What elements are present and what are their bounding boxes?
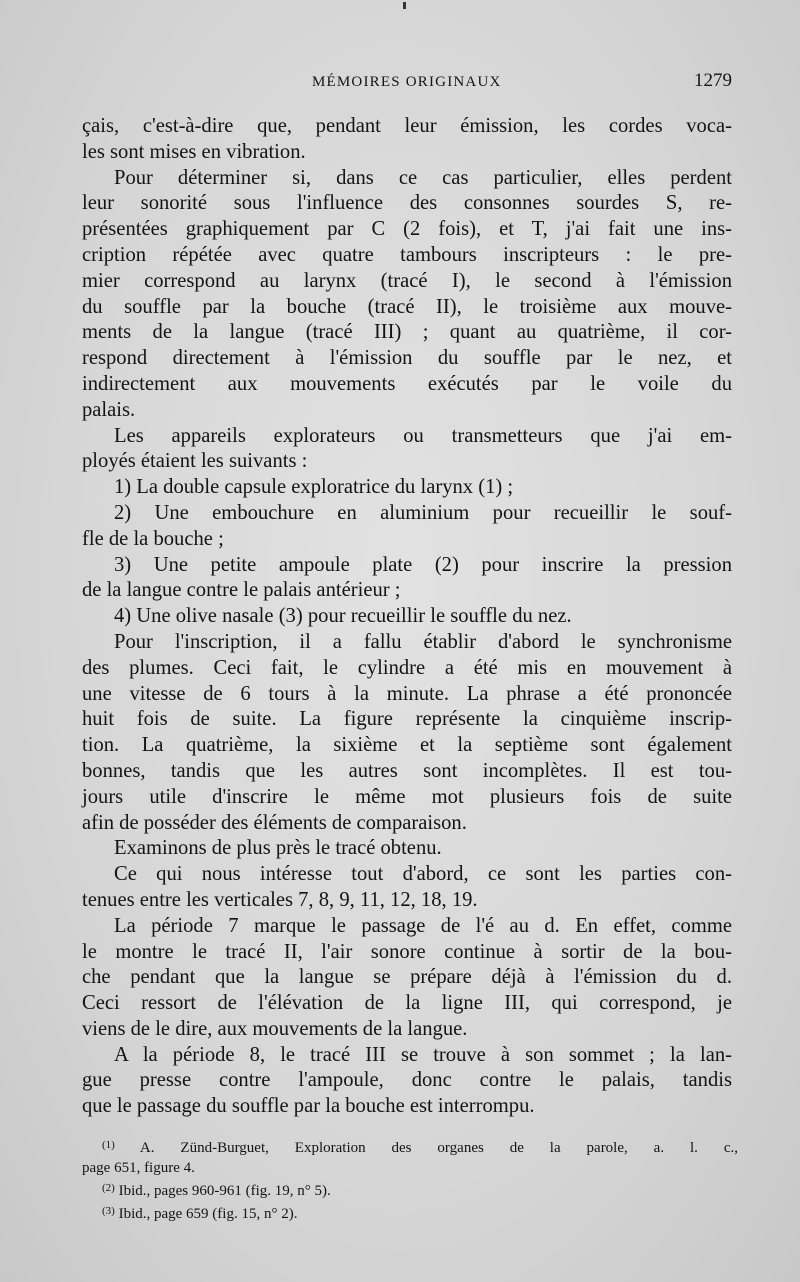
footnote-line <box>82 1158 738 1178</box>
text-line: gue presse contre l'ampoule, donc contre le palais, tandis <box>82 1069 732 1092</box>
text-line: le montre le tracé II, l'air sonore continue à sortir de la bou- <box>82 940 732 963</box>
text-line: présentées graphiquement par C (2 fois), et T, j'ai fait une ins- <box>82 218 732 241</box>
text-line: des plumes. Ceci fait, le cylindre a été mis en mouvement à <box>82 656 732 679</box>
text-line: afin de posséder des éléments de comparaison. <box>82 811 467 834</box>
text-line: Examinons de plus près le tracé obtenu. <box>114 837 442 860</box>
text-line: che pendant que la langue se prépare déjà à l'émission du d. <box>82 966 732 989</box>
body-text <box>82 114 732 1120</box>
page-header <box>82 68 732 98</box>
running-head: MÉMOIRES ORIGINAUX <box>312 74 502 90</box>
text-line: tenues entre les verticales 7, 8, 9, 11, 12, 18, 19. <box>82 888 478 911</box>
text-line: cription répétée avec quatre tambours inscripteurs : le pre- <box>82 243 732 266</box>
footnote-text: Ibid., pages 960-961 (fig. 19, n° 5). <box>118 1183 331 1199</box>
text-line: leur sonorité sous l'influence des consonnes sourdes S, re- <box>82 192 732 215</box>
footnote-line <box>82 1135 738 1158</box>
text-line: jours utile d'inscrire le même mot plusieurs fois de suite <box>82 785 732 808</box>
text-line: mier correspond au larynx (tracé I), le second à l'émission <box>82 269 732 292</box>
text-line: indirectement aux mouvements exécutés par le voile du <box>82 372 732 395</box>
text-line: tion. La quatrième, la sixième et la septième sont également <box>82 734 732 757</box>
page-number: 1279 <box>694 70 732 91</box>
footnote-line <box>82 1178 738 1201</box>
text-line: bonnes, tandis que les autres sont incomplètes. Il est tou- <box>82 759 732 782</box>
text-line: ments de la langue (tracé III) ; quant au quatrième, il cor- <box>82 321 732 344</box>
text-line: 1) La double capsule exploratrice du larynx (1) ; <box>114 476 514 499</box>
top-mark <box>403 2 406 9</box>
text-line: A la période 8, le tracé III se trouve à son sommet ; la lan- <box>114 1043 732 1066</box>
text-line: 3) Une petite ampoule plate (2) pour inscrire la pression <box>114 553 732 576</box>
footnote-text: Ibid., page 659 (fig. 15, n° 2). <box>118 1206 298 1222</box>
footnote-ref: (3) <box>102 1205 115 1217</box>
text-line: huit fois de suite. La figure représente la cinquième inscrip- <box>82 708 732 731</box>
footnotes <box>82 1135 738 1224</box>
text-line: les sont mises en vibration. <box>82 140 306 163</box>
text-line: du souffle par la bouche (tracé II), le troisième aux mouve- <box>82 295 732 318</box>
text-line: fle de la bouche ; <box>82 527 224 550</box>
text-line: Ce qui nous intéresse tout d'abord, ce sont les parties con- <box>114 863 732 886</box>
text-line: 4) Une olive nasale (3) pour recueillir le souffle du nez. <box>114 605 572 628</box>
text-line: que le passage du souffle par la bouche est interrompu. <box>82 1095 535 1118</box>
footnote-line <box>82 1201 738 1224</box>
text-line: Pour l'inscription, il a fallu établir d'abord le synchronisme <box>114 630 732 653</box>
text-line: de la langue contre le palais antérieur ; <box>82 579 401 602</box>
text-line: respond directement à l'émission du souffle par le nez, et <box>82 347 732 370</box>
footnote-text: A. Zünd-Burguet, Exploration des organes de la parole, a. l. c., <box>139 1140 738 1156</box>
text-line: Pour déterminer si, dans ce cas particulier, elles perdent <box>114 166 732 189</box>
text-line: Les appareils explorateurs ou transmetteurs que j'ai em- <box>114 424 732 447</box>
text-line: une vitesse de 6 tours à la minute. La phrase a été prononcée <box>82 682 732 705</box>
text-line: palais. <box>82 398 136 421</box>
footnote-ref: (2) <box>102 1182 115 1194</box>
footnote-ref: (1) <box>102 1139 115 1151</box>
text-line: viens de le dire, aux mouvements de la langue. <box>82 1017 468 1040</box>
text-line: Ceci ressort de l'élévation de la ligne III, qui correspond, je <box>82 992 732 1015</box>
footnote-text: page 651, figure 4. <box>82 1160 195 1176</box>
text-line: La période 7 marque le passage de l'é au d. En effet, comme <box>114 914 732 937</box>
text-line: ployés étaient les suivants : <box>82 450 308 473</box>
text-line: 2) Une embouchure en aluminium pour recueillir le souf- <box>114 501 732 524</box>
text-line: çais, c'est-à-dire que, pendant leur émission, les cordes voca- <box>82 115 732 137</box>
